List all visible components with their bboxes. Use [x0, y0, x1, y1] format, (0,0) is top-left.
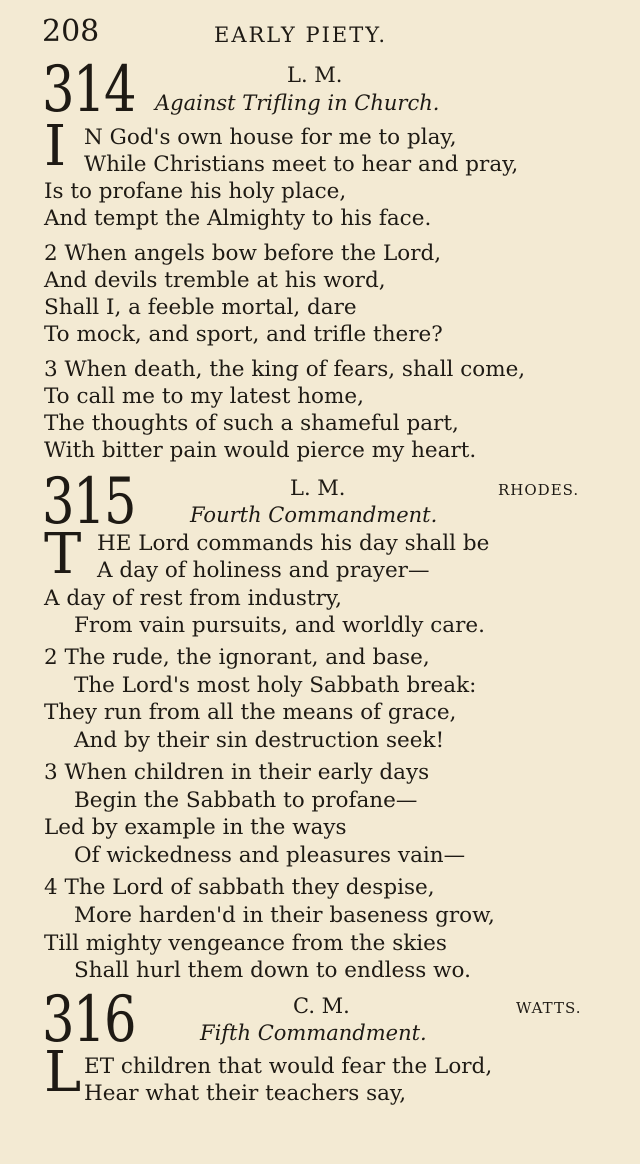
- hymn-315-line: 4 The Lord of sabbath they despise,: [44, 875, 435, 900]
- hymn-315-line: HE Lord commands his day shall be: [97, 531, 490, 556]
- hymn-316-meter: C. M.: [293, 994, 350, 1018]
- hymn-315-line: A day of rest from industry,: [44, 586, 342, 611]
- hymn-315-line: Shall hurl them down to endless wo.: [74, 958, 471, 983]
- hymn-314-line: Shall I, a feeble mortal, dare: [44, 295, 357, 320]
- hymn-314-number: 314: [42, 53, 135, 127]
- hymn-315-line: And by their sin destruction seek!: [74, 728, 445, 753]
- hymn-314-line: To mock, and sport, and trifle there?: [44, 322, 443, 347]
- hymn-315-line: Till mighty vengeance from the skies: [44, 931, 447, 956]
- hymn-315-title: Fourth Commandment.: [190, 503, 438, 527]
- hymn-315-line: More harden'd in their baseness grow,: [74, 903, 495, 928]
- hymn-314-drop-cap: I: [44, 114, 67, 179]
- hymn-315-number: 315: [42, 465, 135, 539]
- hymn-315-line: From vain pursuits, and worldly care.: [74, 613, 485, 638]
- hymn-314-line: And devils tremble at his word,: [44, 268, 386, 293]
- hymn-315-line: 3 When children in their early days: [44, 760, 430, 785]
- hymn-314-line: 3 When death, the king of fears, shall come,: [44, 357, 526, 382]
- running-head: EARLY PIETY.: [214, 23, 388, 47]
- hymn-314-line: N God's own house for me to play,: [84, 125, 457, 150]
- hymn-314-line: And tempt the Almighty to his face.: [44, 206, 432, 231]
- hymn-316-number: 316: [42, 983, 135, 1057]
- hymn-314-line: While Christians meet to hear and pray,: [84, 152, 519, 177]
- hymn-316-drop-cap: L: [44, 1040, 82, 1105]
- hymn-315-meter: L. M.: [290, 476, 346, 500]
- hymn-314-line: The thoughts of such a shameful part,: [44, 411, 459, 436]
- hymn-315-line: A day of holiness and prayer—: [97, 558, 430, 583]
- hymn-316-title: Fifth Commandment.: [200, 1021, 427, 1045]
- hymn-315-line: The Lord's most holy Sabbath break:: [74, 673, 477, 698]
- hymn-315-tune: RHODES.: [498, 481, 580, 499]
- page-number: 208: [42, 14, 100, 49]
- hymn-316-tune: WATTS.: [516, 999, 582, 1017]
- hymn-314-line: Is to profane his holy place,: [44, 179, 347, 204]
- hymn-316-line: ET children that would fear the Lord,: [84, 1054, 493, 1079]
- hymn-315-line: They run from all the means of grace,: [44, 700, 457, 725]
- hymn-314-title: Against Trifling in Church.: [155, 91, 440, 115]
- hymn-315-line: Of wickedness and pleasures vain—: [74, 843, 466, 868]
- hymn-315-line: 2 The rude, the ignorant, and base,: [44, 645, 430, 670]
- hymn-315-line: Led by example in the ways: [44, 815, 347, 840]
- hymn-315-line: Begin the Sabbath to profane—: [74, 788, 418, 813]
- hymn-314-meter: L. M.: [287, 63, 343, 87]
- hymn-315-drop-cap: T: [44, 522, 82, 587]
- hymn-314-line: To call me to my latest home,: [44, 384, 364, 409]
- hymn-316-line: Hear what their teachers say,: [84, 1081, 407, 1106]
- hymn-314-line: With bitter pain would pierce my heart.: [44, 438, 477, 463]
- hymn-314-line: 2 When angels bow before the Lord,: [44, 241, 442, 266]
